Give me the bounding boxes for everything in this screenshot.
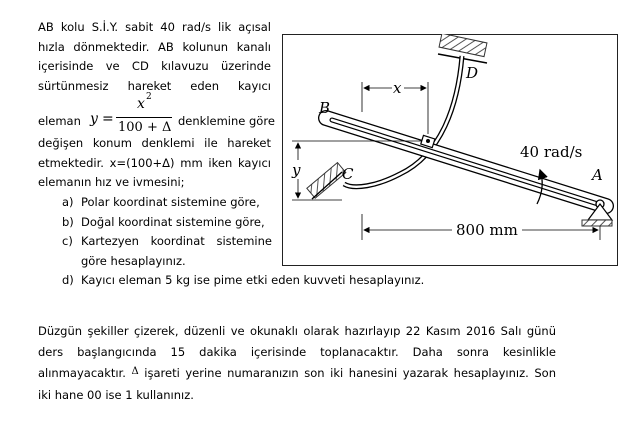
ground-support-left xyxy=(307,163,346,199)
label-C: C xyxy=(342,165,354,183)
body-line: elemanın hız ve ivmesini; xyxy=(38,175,185,190)
problem-body xyxy=(38,134,271,193)
instruction-line xyxy=(38,363,556,385)
fraction-bar xyxy=(116,117,172,118)
dimension-800-label: 800 mm xyxy=(456,221,518,239)
intro-line: içerisinde ve CD kılavuzu üzerinde xyxy=(38,59,271,74)
equation-prefix: eleman xyxy=(38,114,81,128)
instruction-text: işareti yerine numaranızın son iki hanesini yazarak hesaplayınız. Son xyxy=(144,366,557,380)
equation-y: y xyxy=(90,111,98,127)
equation-numerator: x xyxy=(137,96,145,112)
omega-label: 40 rad/s xyxy=(520,143,583,161)
mechanism-figure xyxy=(282,34,618,266)
label-A: A xyxy=(592,166,603,184)
item-text: Kayıcı eleman 5 kg ise pime etki eden kuvveti hesaplayınız. xyxy=(81,273,425,288)
arm-AB xyxy=(326,118,606,206)
item-label: c) xyxy=(62,234,73,249)
item-label: b) xyxy=(62,214,74,229)
equation-equals: = xyxy=(102,111,114,127)
instruction-text: alınmayacaktır. xyxy=(38,366,126,380)
label-y: y xyxy=(292,161,301,179)
delta-symbol: Δ xyxy=(131,366,139,377)
equation-exponent: 2 xyxy=(146,92,152,102)
list-item xyxy=(62,271,425,291)
problem-intro xyxy=(38,18,271,96)
equation-suffix: denklemine göre xyxy=(178,114,275,128)
list-item-continuation: göre hesaplayınız. xyxy=(81,253,186,268)
equation-denominator: 100 + Δ xyxy=(118,120,172,135)
item-label: d) xyxy=(62,273,74,288)
item-text: Kartezyen koordinat sistemine xyxy=(81,234,272,249)
list-item xyxy=(62,232,272,252)
instruction-line: Düzgün şekiller çizerek, düzenli ve okunaklı olarak hazırlayıp 22 Kasım 2016 Salı günü xyxy=(38,324,556,338)
question-list xyxy=(62,193,425,291)
item-text: Polar koordinat sistemine göre, xyxy=(81,195,260,209)
intro-line: hızla dönmektedir. AB kolunun kanalı xyxy=(38,39,271,54)
label-B: B xyxy=(319,99,331,117)
label-x: x xyxy=(393,79,402,97)
item-text: Doğal koordinat sistemine göre, xyxy=(81,214,265,229)
instruction-line: ders başlangıcında 15 dakika içerisinde toplanacaktır. Daha sonra kesinlikle xyxy=(38,345,556,359)
body-line: değişen konum denklemi ile hareket xyxy=(38,136,271,150)
intro-line: AB kolu S.İ.Y. sabit 40 rad/s lik açısal xyxy=(38,20,271,34)
intro-line: sürtünmesiz hareket eden kayıcı xyxy=(38,78,271,93)
instruction-line: iki hane 00 ise 1 kullanınız. xyxy=(38,388,194,402)
label-D: D xyxy=(466,64,479,82)
list-item xyxy=(62,193,272,213)
instructions xyxy=(38,321,556,406)
list-item xyxy=(62,213,272,233)
body-line: etmektedir. x=(100+Δ) mm iken kayıcı xyxy=(38,155,271,170)
item-label: a) xyxy=(62,195,74,209)
